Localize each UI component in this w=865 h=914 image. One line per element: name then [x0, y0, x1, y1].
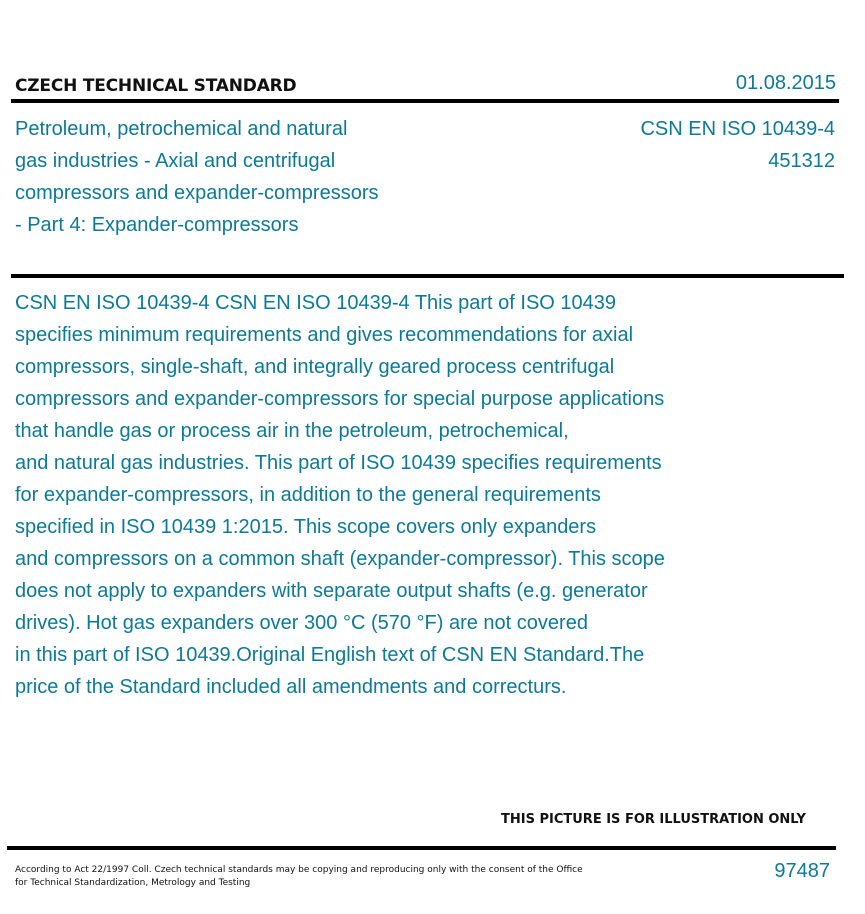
- header-divider: [11, 99, 839, 103]
- document-type-heading: CZECH TECHNICAL STANDARD: [15, 76, 297, 96]
- illustration-note: THIS PICTURE IS FOR ILLUSTRATION ONLY: [501, 812, 806, 827]
- legal-notice: According to Act 22/1997 Coll. Czech technical standards may be copying and reproducing only with the consent of the Office for Technical Standardization, Metrology and Testing: [15, 865, 583, 888]
- catalog-number: 451312: [768, 150, 835, 172]
- title-divider: [11, 274, 844, 278]
- standard-title: Petroleum, petrochemical and natural gas industries - Axial and centrifugal compressors and expander-compressors - Part 4: Expander-compressors: [15, 118, 379, 236]
- footer-divider: [7, 846, 836, 850]
- standard-code: CSN EN ISO 10439-4: [640, 118, 835, 140]
- standard-identifiers: [640, 113, 835, 177]
- standard-abstract: CSN EN ISO 10439-4 CSN EN ISO 10439-4 This part of ISO 10439 specifies minimum requirements and gives recommendations for axial compressors, single-shaft, and integrally geared process centrifugal compressors and expander-compressors for special purpose applications that handle gas or process air in the petroleum, petrochemical, and natural gas industries. This part of ISO 10439 specifies requirements for expander-compressors, in addition to the general requirements specified in ISO 10439 1:2015. This scope covers only expanders and compressors on a common shaft (expander-compressor). This scope does not apply to expanders with separate output shafts (e.g. generator drives). Hot gas expanders over 300 °C (570 °F) are not covered in this part of ISO 10439.Original English text of CSN EN Standard.The price of the Standard included all amendments and correcturs.: [15, 292, 665, 698]
- document-number: 97487: [774, 860, 830, 882]
- publication-date: 01.08.2015: [735, 72, 836, 94]
